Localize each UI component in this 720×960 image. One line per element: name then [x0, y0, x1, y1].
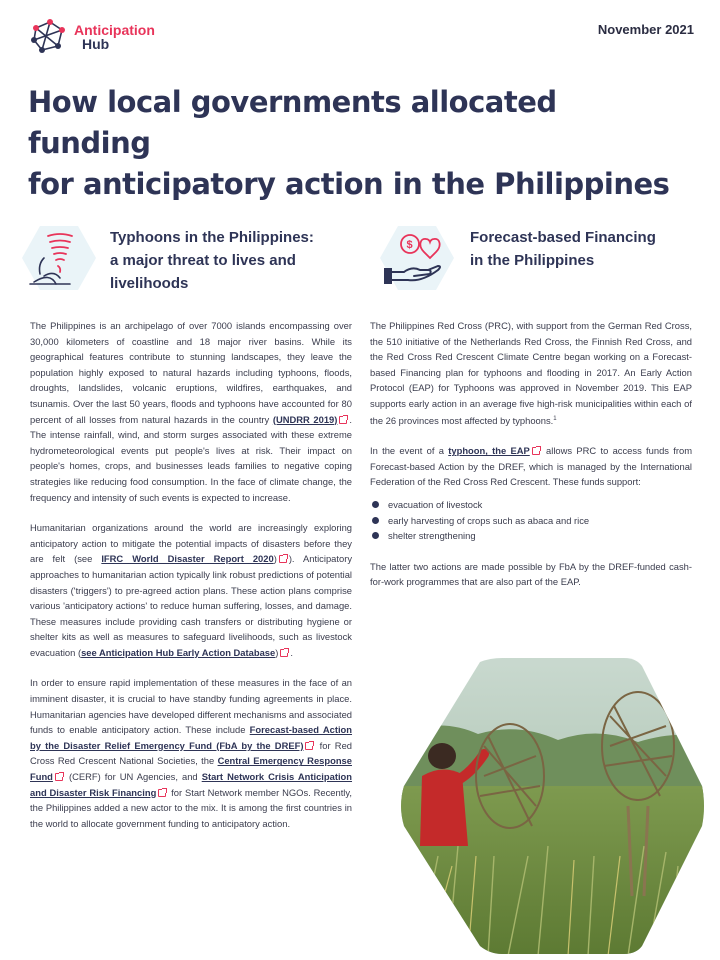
text: for Red Cross Red Crescent National Societies, the	[30, 739, 352, 767]
fbf-heading-line1: Forecast-based Financing	[470, 229, 656, 246]
typhoons-heading-line3: livelihoods	[110, 275, 189, 292]
text: In order to ensure rapid implementation of these measures in the face of an imminent disaster, it is crucial to have standby funding agreements in place. Humanitarian agencies have developed different mechanisms and associated funds to enable anticipatory action. These include	[30, 677, 352, 736]
cerf-link[interactable]: Central Emergency Response Fund	[30, 755, 352, 783]
fbf-paragraph-1	[370, 318, 692, 428]
text: )	[273, 553, 277, 565]
external-link-icon[interactable]	[55, 773, 63, 781]
publication-date: November 2021	[597, 22, 694, 37]
fbf-paragraph-3: The latter two actions are made possible by FbA by the DREF-funded cash-for-work programmes that are also part of the EAP.	[370, 560, 692, 588]
text: The Philippines Red Cross (PRC), with support from the German Red Cross, the 510 initiative of the Netherlands Red Cross, the Finnish Red Cross, and the Red Cross Red Crescent Climate Centre began working on a Forecast-based Financing plan for typhoons and flooding in 2017. An Early Action Protocol (EAP) for Typhoons was approved in November 2019. This EAP supports early action in an average five high-risk municipalities within each of the 26 provinces most affected by typhoons.	[370, 320, 692, 426]
list-item: shelter strengthening	[370, 528, 692, 544]
network-logo-icon	[28, 16, 70, 58]
fbf-heading-line2: in the Philippines	[470, 252, 595, 269]
ifrc-world-disaster-report-link[interactable]: IFRC World Disaster Report 2020	[101, 553, 274, 565]
external-link-icon[interactable]	[279, 555, 287, 563]
svg-text:$: $	[406, 239, 413, 251]
logo-text-line1: Anticipation	[74, 22, 155, 38]
typhoons-heading-line2: a major threat to lives and	[110, 252, 296, 269]
fbf-section-heading	[378, 222, 670, 294]
right-column	[370, 318, 692, 605]
typhoon-eap-link[interactable]: typhoon, the EAP	[448, 445, 530, 457]
typhoon-icon	[20, 222, 98, 294]
list-item: early harvesting of crops such as abaca and rice	[370, 513, 692, 529]
typhoons-heading-line1: Typhoons in the Philippines:	[110, 229, 314, 246]
title-line-1: How local governments allocated funding	[28, 85, 557, 160]
text: In the event of a	[370, 445, 449, 457]
anticipation-hub-logo[interactable]	[28, 12, 168, 62]
typhoons-paragraph-2	[30, 520, 352, 660]
text: The Philippines is an archipelago of over 7000 islands encompassing over 30,000 kilometers of coastline and 18 major river basins. While its geographical features contribute to stunning landscapes, they leave the population highly exposed to natural hazards including typhoons, floods, droughts, landslides, volcanic eruptions, wildfires, earthquakes, and tsunamis. Over the last 50 years, floods and typhoons have accounted for 80 percent of all losses from natural hazards in the country	[30, 320, 352, 425]
farmer-harvesting-photo	[398, 656, 706, 956]
external-link-icon[interactable]	[532, 447, 540, 455]
text: )	[275, 646, 279, 658]
text: . The intense rainfall, wind, and storm surges associated with these extreme hydrometeorological events put people's lives at risk. Their impact on people's homes, crops, and businesses leads families to negative coping strategies like reducing food consumption. In the face of climate change, the frequency and intensity of such events is expected to increase.	[30, 413, 352, 503]
start-network-link[interactable]: Start Network Crisis Anticipation and Disaster Risk Financing	[30, 771, 353, 798]
text: allows PRC to access funds from Forecast-based Action by the DREF, which is managed by the International Federation of the Red Cross Red Crescent. These funds support:	[370, 445, 693, 488]
text: for Start Network member NGOs. Recently, the Philippines added a new actor to the mix. It is among the first countries in the world to allocate government funding to anticipatory action.	[30, 786, 352, 829]
title-line-2: for anticipatory action in the Philippines	[28, 167, 670, 201]
typhoons-paragraph-1	[30, 318, 352, 505]
external-link-icon[interactable]	[305, 742, 313, 750]
fba-dref-link[interactable]: Forecast-based Action by the Disaster Relief Emergency Fund (FbA by the DREF)	[30, 724, 353, 751]
early-action-database-link[interactable]: see Anticipation Hub Early Action Database	[81, 646, 276, 658]
text: .	[290, 646, 293, 658]
typhoons-paragraph-3	[30, 675, 352, 831]
money-hand-heart-icon	[378, 222, 456, 294]
external-link-icon[interactable]	[280, 649, 288, 657]
undrr-2019-link[interactable]: (UNDRR 2019)	[272, 413, 338, 425]
left-column	[30, 318, 352, 846]
footnote-marker[interactable]: 1	[553, 415, 557, 422]
text: (CERF) for UN Agencies, and	[64, 771, 202, 783]
fbf-paragraph-2	[370, 443, 692, 490]
list-item: evacuation of livestock	[370, 497, 692, 513]
external-link-icon[interactable]	[339, 416, 347, 424]
text: Humanitarian organizations around the world are increasingly exploring anticipatory action to mitigate the potential impacts of disasters before they are felt (see	[30, 522, 352, 565]
funds-support-list	[370, 497, 692, 544]
external-link-icon[interactable]	[158, 789, 166, 797]
text: ). Anticipatory approaches to humanitarian action typically link robust predictions of potential disasters ('triggers') to pre-agreed action plans. These action plans comprise various 'anticipatory actions' to reduce human suffering, losses, and damage. These measures include providing cash transfers or distributing hygiene or shelter kits as well as measures to safeguard livelihoods, such as livestock evacuation (	[30, 553, 353, 658]
page-title	[28, 82, 688, 205]
typhoons-section-heading	[20, 222, 320, 295]
logo-text-line2: Hub	[82, 36, 110, 52]
